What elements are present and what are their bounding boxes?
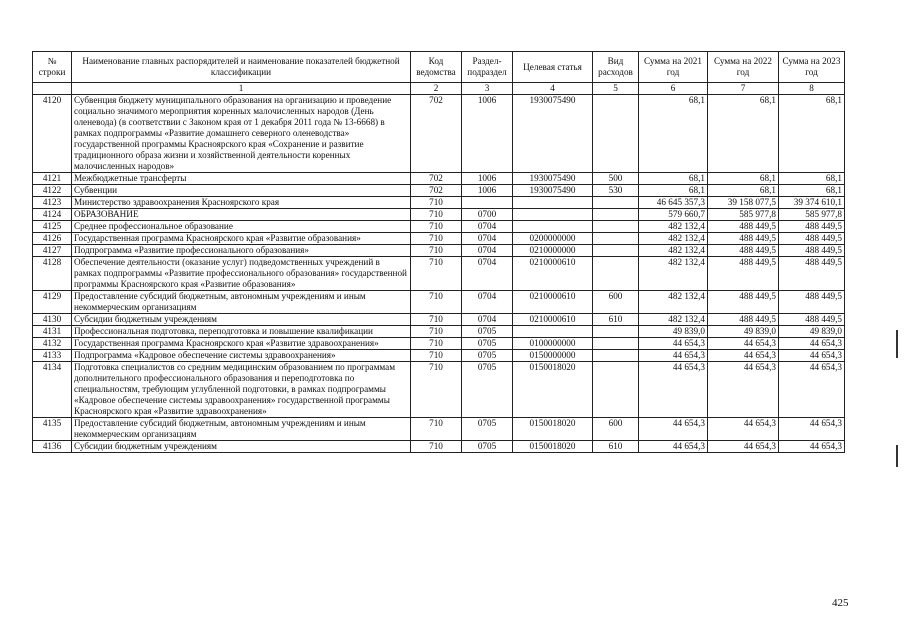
row-number: 4134	[33, 362, 72, 418]
header-section: Раздел-подраздел	[462, 52, 513, 83]
row-number: 4124	[33, 209, 72, 221]
row-name: Субвенция бюджету муниципального образования на организацию и проведение социально значимого мероприятия коренных малочисленных народов (День оленевода) (в соответствии с Законом края от 1 декабря 2011 года № 13-6668) в рамках подпрограммы «Развитие домашнего северного оленеводства» государственной программы Красноярского края «Сохранение и развитие традиционного образа жизни и хозяйственной деятельности коренных малочисленных народов»	[72, 95, 411, 173]
row-number: 4127	[33, 245, 72, 257]
row-target-item: 0210000000	[513, 245, 593, 257]
row-dept-code: 710	[411, 245, 462, 257]
row-expense-type	[593, 350, 639, 362]
row-sum-2021: 44 654,3	[639, 338, 708, 350]
column-number: 2	[411, 83, 462, 95]
row-dept-code: 710	[411, 326, 462, 338]
row-sum-2021: 579 660,7	[639, 209, 708, 221]
row-name: Профессиональная подготовка, переподготовка и повышение квалификации	[72, 326, 411, 338]
table-row	[33, 185, 845, 197]
row-number: 4132	[33, 338, 72, 350]
row-number: 4128	[33, 257, 72, 291]
row-target-item: 0150018020	[513, 362, 593, 418]
row-sum-2023: 44 654,3	[779, 441, 845, 453]
row-sum-2021: 46 645 357,3	[639, 197, 708, 209]
table-row	[33, 95, 845, 173]
row-sum-2022: 44 654,3	[708, 350, 779, 362]
table-row	[33, 221, 845, 233]
row-number: 4133	[33, 350, 72, 362]
row-sum-2022: 488 449,5	[708, 221, 779, 233]
row-dept-code: 702	[411, 95, 462, 173]
row-expense-type: 500	[593, 173, 639, 185]
row-expense-type	[593, 326, 639, 338]
header-sum-2023: Сумма на 2023 год	[779, 52, 845, 83]
header-row	[33, 52, 845, 83]
row-sum-2021: 44 654,3	[639, 441, 708, 453]
column-number: 5	[593, 83, 639, 95]
row-target-item: 0100000000	[513, 338, 593, 350]
row-expense-type	[593, 221, 639, 233]
row-number: 4120	[33, 95, 72, 173]
row-expense-type	[593, 233, 639, 245]
row-sum-2022: 44 654,3	[708, 338, 779, 350]
row-sum-2022: 44 654,3	[708, 418, 779, 441]
row-expense-type: 610	[593, 441, 639, 453]
row-sum-2023: 488 449,5	[779, 245, 845, 257]
column-number: 8	[779, 83, 845, 95]
row-sum-2022: 44 654,3	[708, 362, 779, 418]
row-sum-2022: 488 449,5	[708, 245, 779, 257]
row-section: 0700	[462, 209, 513, 221]
row-number: 4123	[33, 197, 72, 209]
column-number: 6	[639, 83, 708, 95]
row-target-item: 0210000610	[513, 314, 593, 326]
table-row	[33, 338, 845, 350]
table-row	[33, 209, 845, 221]
row-sum-2021: 482 132,4	[639, 257, 708, 291]
row-target-item	[513, 221, 593, 233]
table-row	[33, 173, 845, 185]
row-expense-type: 530	[593, 185, 639, 197]
row-number: 4135	[33, 418, 72, 441]
row-sum-2023: 44 654,3	[779, 350, 845, 362]
row-name: Министерство здравоохранения Красноярского края	[72, 197, 411, 209]
row-number: 4122	[33, 185, 72, 197]
column-number: 1	[72, 83, 411, 95]
table-row	[33, 197, 845, 209]
row-section: 0705	[462, 441, 513, 453]
row-section: 0705	[462, 350, 513, 362]
row-target-item: 0150000000	[513, 350, 593, 362]
table-row	[33, 441, 845, 453]
row-sum-2022: 488 449,5	[708, 257, 779, 291]
row-sum-2021: 44 654,3	[639, 362, 708, 418]
row-dept-code: 702	[411, 173, 462, 185]
row-sum-2023: 44 654,3	[779, 362, 845, 418]
row-sum-2021: 482 132,4	[639, 233, 708, 245]
row-number: 4130	[33, 314, 72, 326]
row-sum-2023: 68,1	[779, 95, 845, 173]
row-section: 0705	[462, 326, 513, 338]
row-section: 0704	[462, 291, 513, 314]
header-dept-code: Код ведомства	[411, 52, 462, 83]
row-dept-code: 710	[411, 441, 462, 453]
row-sum-2022: 585 977,8	[708, 209, 779, 221]
header-expense-type: Вид расходов	[593, 52, 639, 83]
row-section: 1006	[462, 185, 513, 197]
row-sum-2021: 482 132,4	[639, 245, 708, 257]
row-expense-type	[593, 209, 639, 221]
row-sum-2022: 39 158 077,5	[708, 197, 779, 209]
row-sum-2022: 68,1	[708, 95, 779, 173]
row-sum-2023: 44 654,3	[779, 418, 845, 441]
row-section: 0704	[462, 314, 513, 326]
row-name: Субвенции	[72, 185, 411, 197]
table-row	[33, 326, 845, 338]
row-dept-code: 710	[411, 362, 462, 418]
row-dept-code: 710	[411, 314, 462, 326]
table-row	[33, 245, 845, 257]
row-number: 4131	[33, 326, 72, 338]
row-sum-2022: 68,1	[708, 173, 779, 185]
row-target-item	[513, 197, 593, 209]
row-target-item: 0150018020	[513, 441, 593, 453]
header-sum-2021: Сумма на 2021 год	[639, 52, 708, 83]
row-sum-2022: 44 654,3	[708, 441, 779, 453]
row-target-item: 0210000610	[513, 291, 593, 314]
row-sum-2023: 44 654,3	[779, 338, 845, 350]
table-row	[33, 233, 845, 245]
scan-edge-mark	[896, 330, 898, 358]
row-dept-code: 710	[411, 338, 462, 350]
row-target-item	[513, 326, 593, 338]
column-number	[33, 83, 72, 95]
row-sum-2023: 39 374 610,1	[779, 197, 845, 209]
row-expense-type	[593, 362, 639, 418]
row-sum-2021: 44 654,3	[639, 350, 708, 362]
row-number: 4136	[33, 441, 72, 453]
row-dept-code: 710	[411, 197, 462, 209]
row-target-item: 1930075490	[513, 185, 593, 197]
row-section: 0704	[462, 221, 513, 233]
scan-edge-mark	[896, 445, 898, 467]
row-dept-code: 710	[411, 221, 462, 233]
row-name: Государственная программа Красноярского края «Развитие здравоохранения»	[72, 338, 411, 350]
row-dept-code: 710	[411, 209, 462, 221]
row-sum-2022: 488 449,5	[708, 314, 779, 326]
column-number: 7	[708, 83, 779, 95]
row-expense-type	[593, 197, 639, 209]
budget-table	[32, 51, 845, 453]
row-expense-type	[593, 257, 639, 291]
row-target-item: 1930075490	[513, 95, 593, 173]
row-sum-2021: 482 132,4	[639, 291, 708, 314]
row-expense-type: 600	[593, 418, 639, 441]
page-number: 425	[832, 597, 849, 609]
row-sum-2023: 488 449,5	[779, 257, 845, 291]
column-number: 4	[513, 83, 593, 95]
row-section: 0704	[462, 245, 513, 257]
row-dept-code: 710	[411, 257, 462, 291]
row-name: Предоставление субсидий бюджетным, автономным учреждениям и иным некоммерческим организациям	[72, 291, 411, 314]
row-target-item: 0200000000	[513, 233, 593, 245]
row-sum-2023: 488 449,5	[779, 314, 845, 326]
row-sum-2023: 488 449,5	[779, 291, 845, 314]
row-name: Подпрограмма «Развитие профессионального образования»	[72, 245, 411, 257]
row-sum-2022: 49 839,0	[708, 326, 779, 338]
row-expense-type	[593, 338, 639, 350]
row-name: Подпрограмма «Кадровое обеспечение системы здравоохранения»	[72, 350, 411, 362]
header-name: Наименование главных распорядителей и наименование показателей бюджетной классификации	[72, 52, 411, 83]
row-sum-2023: 488 449,5	[779, 221, 845, 233]
table-body	[33, 95, 845, 453]
row-section: 0705	[462, 338, 513, 350]
row-sum-2023: 585 977,8	[779, 209, 845, 221]
row-section: 0704	[462, 257, 513, 291]
row-name: Обеспечение деятельности (оказание услуг) подведомственных учреждений в рамках подпрограммы «Развитие профессионального образования» государственной программы Красноярского края «Развитие образования»	[72, 257, 411, 291]
row-target-item	[513, 209, 593, 221]
row-section: 0705	[462, 362, 513, 418]
table-row	[33, 257, 845, 291]
row-target-item: 0150018020	[513, 418, 593, 441]
table-row	[33, 291, 845, 314]
row-dept-code: 710	[411, 350, 462, 362]
row-target-item: 1930075490	[513, 173, 593, 185]
row-number: 4126	[33, 233, 72, 245]
row-name: Государственная программа Красноярского края «Развитие образования»	[72, 233, 411, 245]
row-sum-2021: 68,1	[639, 185, 708, 197]
row-sum-2021: 68,1	[639, 173, 708, 185]
row-target-item: 0210000610	[513, 257, 593, 291]
row-section: 1006	[462, 173, 513, 185]
row-sum-2021: 49 839,0	[639, 326, 708, 338]
row-expense-type	[593, 245, 639, 257]
table-row	[33, 418, 845, 441]
table-row	[33, 314, 845, 326]
row-sum-2021: 44 654,3	[639, 418, 708, 441]
row-name: Предоставление субсидий бюджетным, автономным учреждениям и иным некоммерческим организациям	[72, 418, 411, 441]
row-sum-2021: 482 132,4	[639, 314, 708, 326]
row-name: Межбюджетные трансферты	[72, 173, 411, 185]
table-row	[33, 350, 845, 362]
row-name: Субсидии бюджетным учреждениям	[72, 314, 411, 326]
row-sum-2023: 49 839,0	[779, 326, 845, 338]
row-dept-code: 710	[411, 233, 462, 245]
column-number: 3	[462, 83, 513, 95]
row-sum-2021: 68,1	[639, 95, 708, 173]
row-name: Среднее профессиональное образование	[72, 221, 411, 233]
row-section: 1006	[462, 95, 513, 173]
row-number: 4129	[33, 291, 72, 314]
row-sum-2022: 488 449,5	[708, 291, 779, 314]
row-name: Субсидии бюджетным учреждениям	[72, 441, 411, 453]
row-expense-type	[593, 95, 639, 173]
row-sum-2023: 68,1	[779, 185, 845, 197]
row-sum-2022: 68,1	[708, 185, 779, 197]
row-sum-2023: 488 449,5	[779, 233, 845, 245]
header-row-no: № строки	[33, 52, 72, 83]
row-number: 4121	[33, 173, 72, 185]
row-section	[462, 197, 513, 209]
row-name: ОБРАЗОВАНИЕ	[72, 209, 411, 221]
row-sum-2022: 488 449,5	[708, 233, 779, 245]
row-number: 4125	[33, 221, 72, 233]
row-dept-code: 710	[411, 291, 462, 314]
header-target-item: Целевая статья	[513, 52, 593, 83]
row-section: 0704	[462, 233, 513, 245]
row-sum-2023: 68,1	[779, 173, 845, 185]
row-dept-code: 710	[411, 418, 462, 441]
header-sum-2022: Сумма на 2022 год	[708, 52, 779, 83]
column-number-row	[33, 83, 845, 95]
row-expense-type: 610	[593, 314, 639, 326]
table-row	[33, 362, 845, 418]
row-expense-type: 600	[593, 291, 639, 314]
row-section: 0705	[462, 418, 513, 441]
row-sum-2021: 482 132,4	[639, 221, 708, 233]
row-name: Подготовка специалистов со средним медицинским образованием по программам дополнительного профессионального образования и переподготовка по специальностям, требующим углубленной подготовки, в рамках подпрограммы «Кадровое обеспечение системы здравоохранения» государственной программы Красноярского края «Развитие здравоохранения»	[72, 362, 411, 418]
row-dept-code: 702	[411, 185, 462, 197]
